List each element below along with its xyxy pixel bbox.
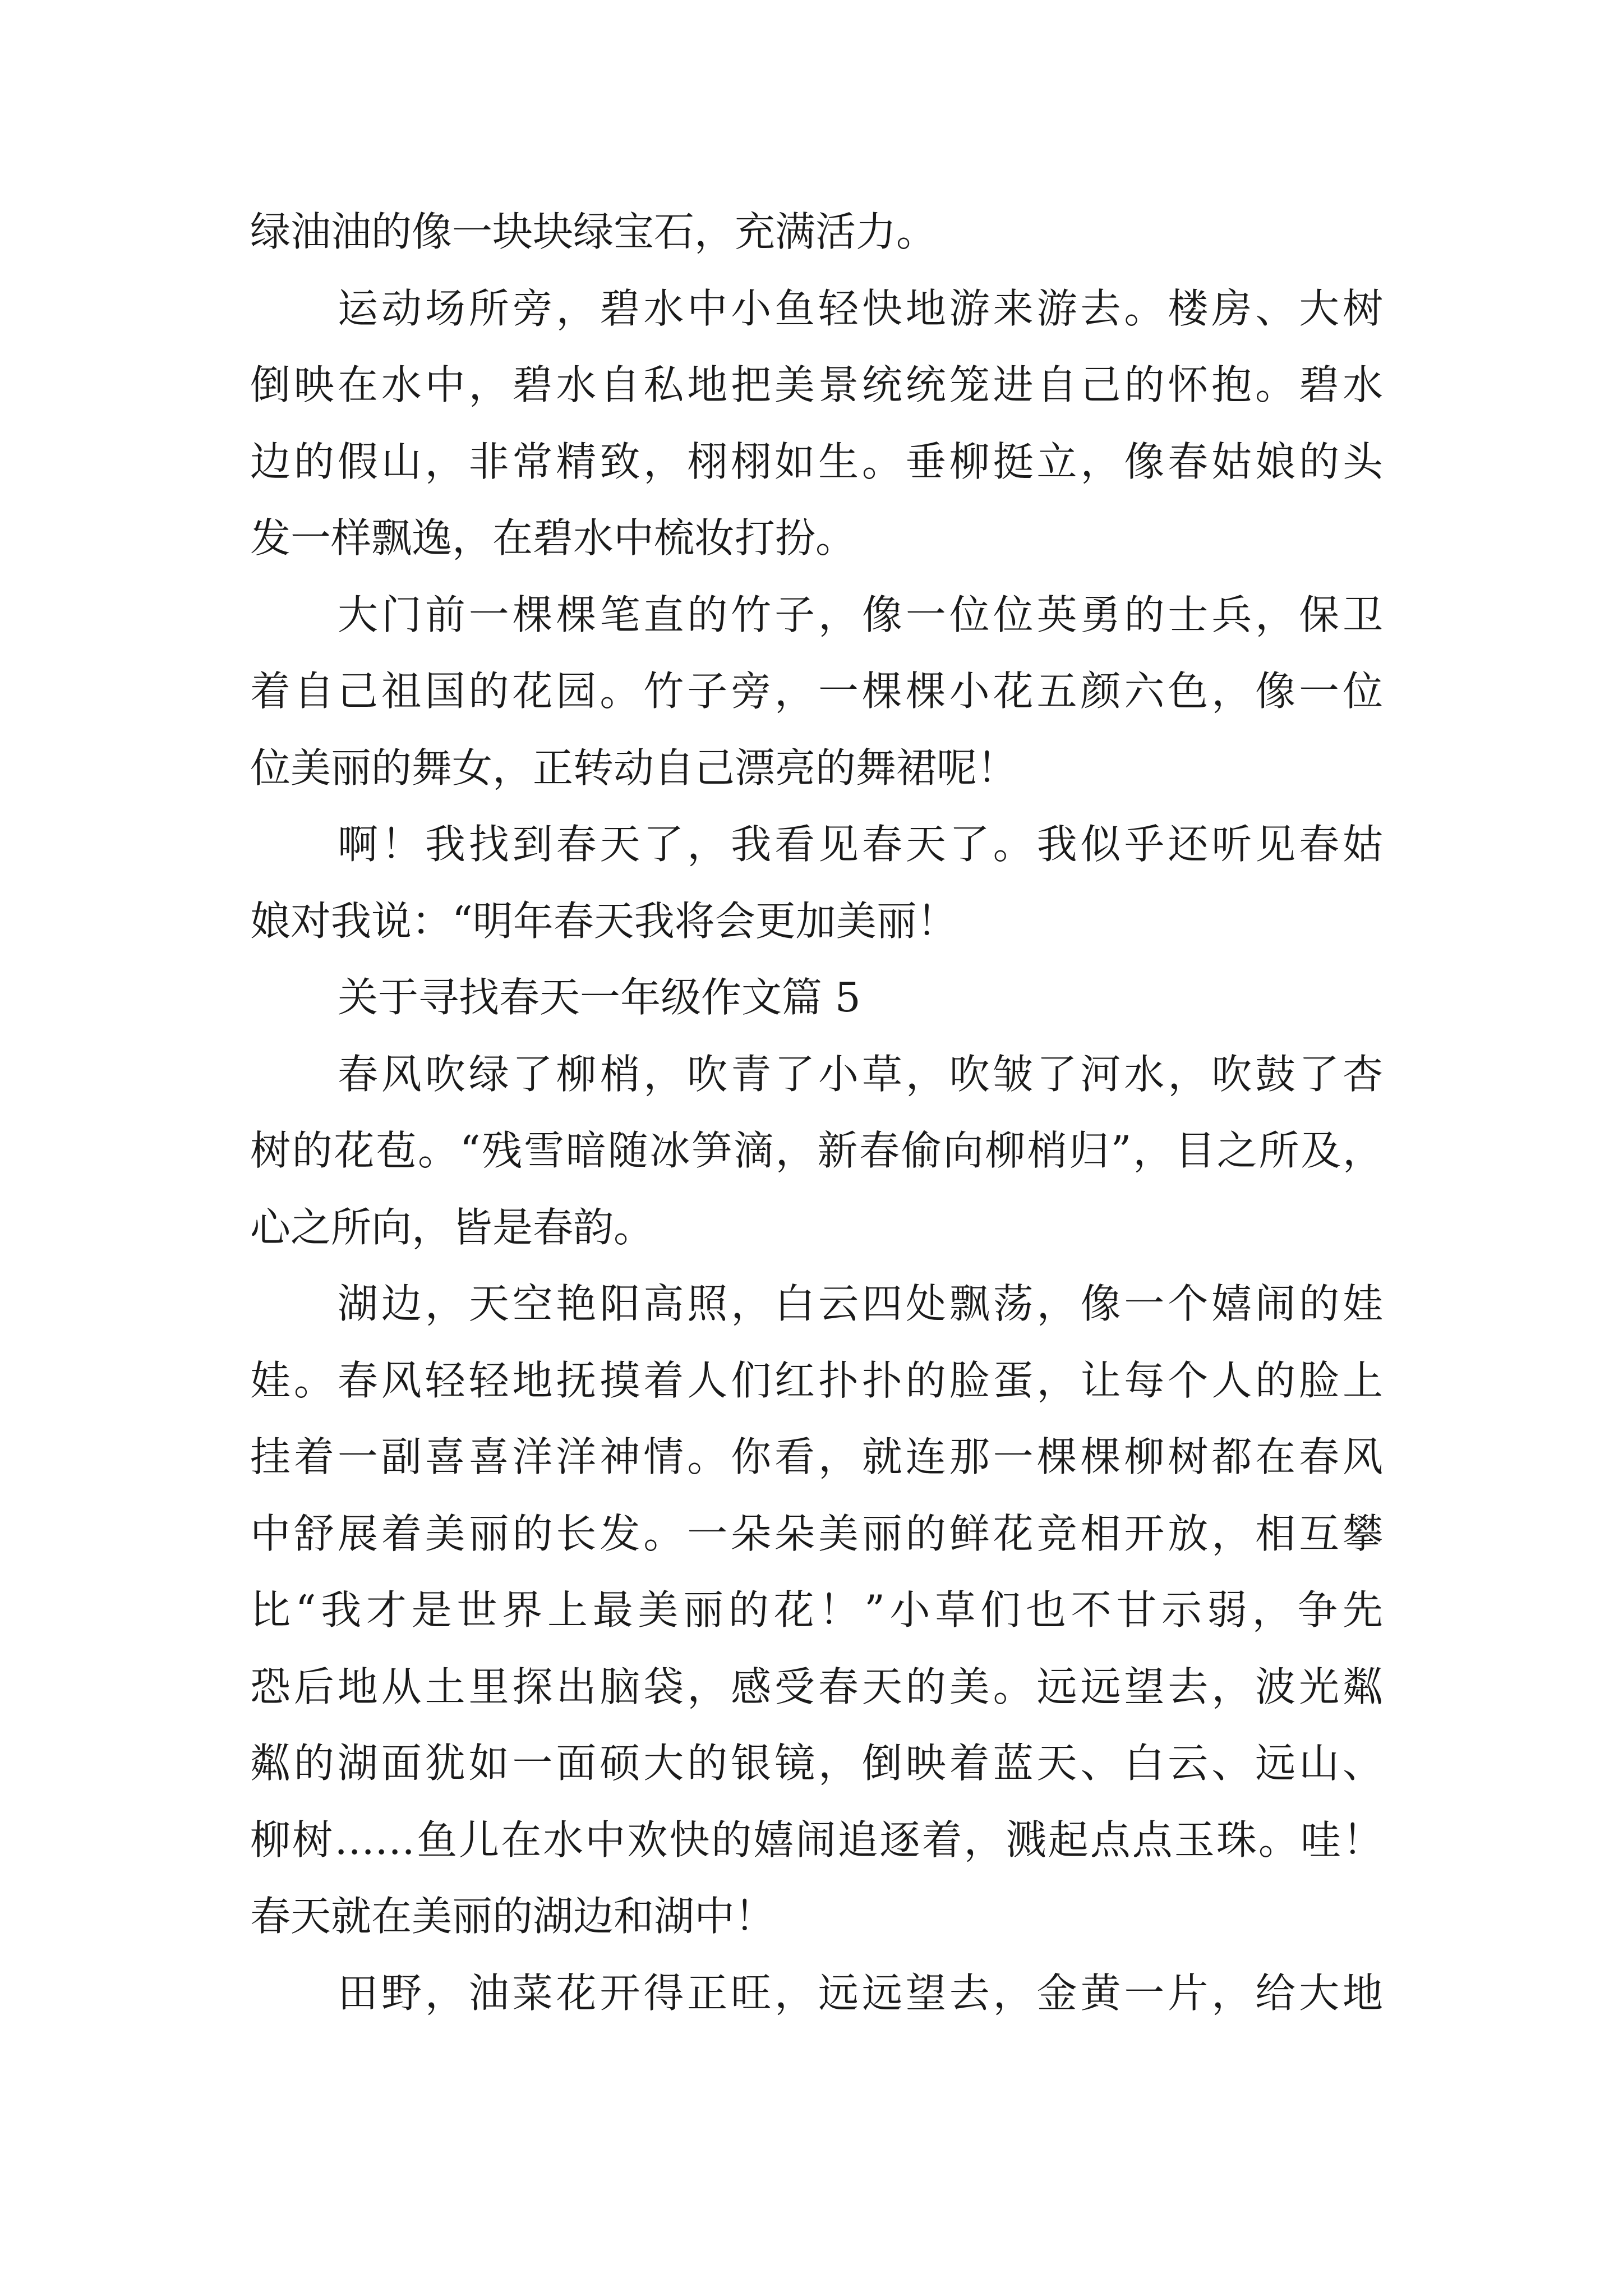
text-line: 柳树……鱼儿在水中欢快的嬉闹追逐着，溅起点点玉珠。哇！ xyxy=(250,1816,1383,1864)
text-line: 发一样飘逸，在碧水中梳妆打扮。 xyxy=(250,514,856,562)
article-body xyxy=(250,194,1383,2031)
text-line: 粼的湖面犹如一面硕大的银镜，倒映着蓝天、白云、远山、 xyxy=(250,1740,1383,1787)
text-line: 恐后地从土里探出脑袋，感受春天的美。远远望去，波光粼 xyxy=(250,1663,1383,1710)
text-line: 大门前一棵棵笔直的竹子，像一位位英勇的士兵，保卫 xyxy=(338,591,1383,638)
text-line: 春风吹绿了柳梢，吹青了小草，吹皱了河水，吹鼓了杏 xyxy=(338,1050,1383,1098)
text-line: 绿油油的像一块块绿宝石，充满活力。 xyxy=(250,208,937,255)
text-line: 春天就在美丽的湖边和湖中！ xyxy=(250,1893,776,1940)
text-line: 位美丽的舞女，正转动自己漂亮的舞裙呢！ xyxy=(250,744,1018,792)
text-line: 边的假山，非常精致，栩栩如生。垂柳挺立，像春姑娘的头 xyxy=(250,438,1383,485)
text-line: 娘对我说：“明年春天我将会更加美丽！ xyxy=(250,897,957,945)
text-line: 挂着一副喜喜洋洋神情。你看，就连那一棵棵柳树都在春风 xyxy=(250,1433,1383,1480)
text-line: 比“我才是世界上最美丽的花！”小草们也不甘示弱，争先 xyxy=(250,1586,1383,1634)
text-line: 着自己祖国的花园。竹子旁，一棵棵小花五颜六色，像一位 xyxy=(250,668,1383,715)
text-line: 倒映在水中，碧水自私地把美景统统笼进自己的怀抱。碧水 xyxy=(250,361,1383,408)
text-line: 啊！我找到春天了，我看见春天了。我似乎还听见春姑 xyxy=(338,821,1383,868)
text-line: 田野，油菜花开得正旺，远远望去，金黄一片，给大地 xyxy=(338,1969,1383,2017)
text-line: 娃。春风轻轻地抚摸着人们红扑扑的脸蛋，让每个人的脸上 xyxy=(250,1356,1383,1404)
section-heading: 关于寻找春天一年级作文篇 5 xyxy=(338,974,861,1021)
text-line: 运动场所旁，碧水中小鱼轻快地游来游去。楼房、大树 xyxy=(338,284,1383,332)
text-line: 心之所向，皆是春韵。 xyxy=(250,1203,654,1251)
text-line: 树的花苞。“残雪暗随冰笋滴，新春偷向柳梢归”，目之所及， xyxy=(250,1127,1383,1174)
text-line: 中舒展着美丽的长发。一朵朵美丽的鲜花竞相开放，相互攀 xyxy=(250,1510,1383,1557)
text-line: 湖边，天空艳阳高照，白云四处飘荡，像一个嬉闹的娃 xyxy=(338,1280,1383,1327)
